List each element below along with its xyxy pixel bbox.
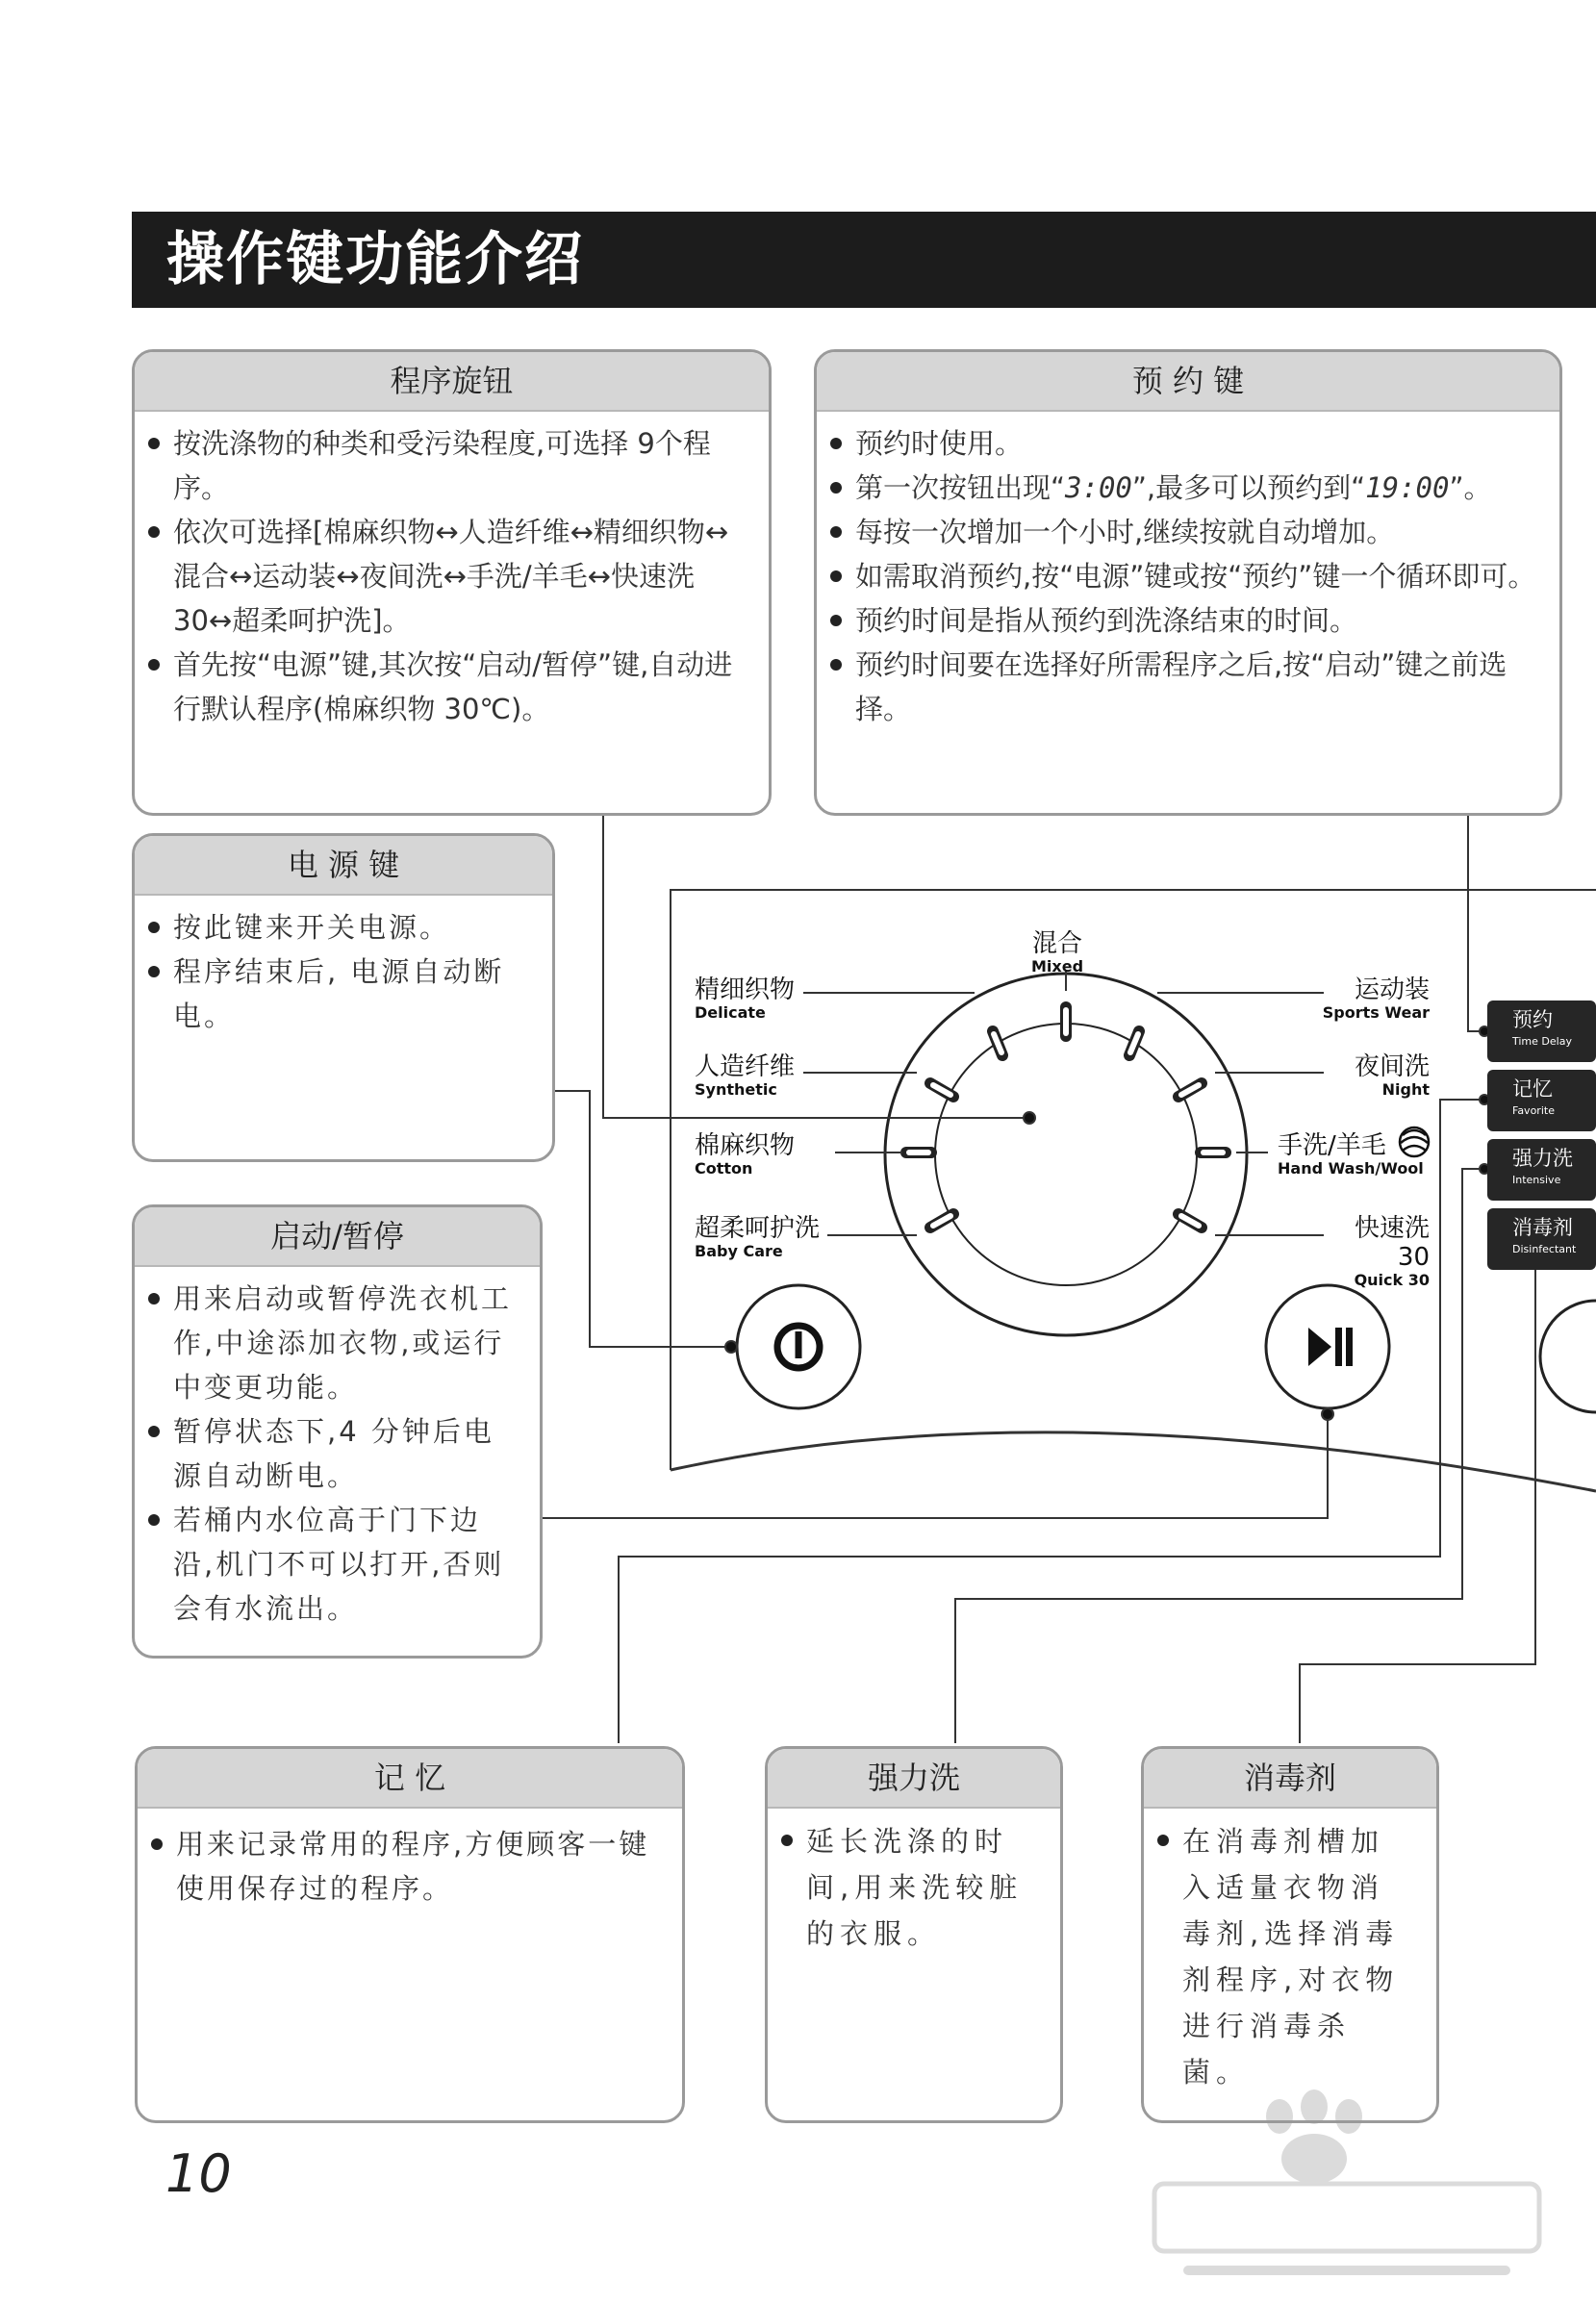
dial-label-quick: 快速洗30 Quick 30: [1354, 1214, 1430, 1289]
box-title: 预 约 键: [817, 352, 1559, 412]
list-item: 暂停状态下,4 分钟后电源自动断电。: [173, 1409, 520, 1498]
dial-knob: [935, 1024, 1197, 1285]
side-button-time-delay[interactable]: 预约 Time Delay: [1487, 1001, 1596, 1062]
box-title: 强力洗: [768, 1749, 1060, 1809]
list-item: 延长洗涤的时间,用来洗较脏的衣服。: [806, 1818, 1041, 1957]
memory-box: [135, 1746, 685, 2123]
page-number: 10: [165, 2143, 232, 2204]
list-item: 程序结束后, 电源自动断电。: [173, 950, 533, 1038]
box-title: 电 源 键: [135, 836, 552, 896]
intensive-box: [765, 1746, 1063, 2123]
list-item: 若桶内水位高于门下边沿,机门不可以打开,否则会有水流出。: [173, 1498, 520, 1631]
start-pause-box: [132, 1204, 543, 1659]
side-button-favorite[interactable]: 记忆 Favorite: [1487, 1070, 1596, 1131]
list-item: 按洗涤物的种类和受污染程度,可选择 9个程序。: [173, 421, 749, 510]
box-title: 消毒剂: [1144, 1749, 1436, 1809]
dial-label-mixed: 混合 Mixed: [1031, 929, 1084, 975]
dial-label-handwash: 手洗/羊毛 Hand Wash/Wool: [1278, 1131, 1424, 1178]
power-box: [132, 833, 555, 1162]
list-item: 用来记录常用的程序,方便顾客一键使用保存过的程序。: [176, 1822, 663, 1911]
disinfectant-box: [1141, 1746, 1439, 2123]
side-button-intensive[interactable]: 强力洗 Intensive: [1487, 1139, 1596, 1201]
box-title: 程序旋钮: [135, 352, 769, 412]
lcd-time-start: 3:00: [1065, 471, 1132, 504]
list-item: 在消毒剂槽加入适量衣物消毒剂,选择消毒剂程序,对衣物进行消毒杀菌。: [1182, 1818, 1417, 2095]
box-title: 启动/暂停: [135, 1207, 540, 1267]
dial-label-babycare: 超柔呵护洗 Baby Care: [695, 1214, 821, 1260]
delay-box: [814, 349, 1562, 816]
list-item: 预约时间是指从预约到洗涤结束的时间。: [855, 598, 1540, 643]
list-item: 预约时间要在选择好所需程序之后,按“启动”键之前选择。: [855, 643, 1540, 731]
dial-label-delicate: 精细织物 Delicate: [695, 975, 796, 1022]
baidu-watermark-logo: [1145, 2078, 1549, 2290]
list-item: 用来启动或暂停洗衣机工作,中途添加衣物,或运行中变更功能。: [173, 1277, 520, 1409]
list-item: 第一次按钮出现“3:00”,最多可以预约到“19:00”。: [855, 466, 1540, 510]
dial-label-night: 夜间洗 Night: [1354, 1052, 1430, 1099]
side-button-disinfectant[interactable]: 消毒剂 Disinfectant: [1487, 1208, 1596, 1270]
list-item: 如需取消预约,按“电源”键或按“预约”键一个循环即可。: [855, 554, 1540, 598]
list-item: 预约时使用。: [855, 421, 1540, 466]
page-title: 操作键功能介绍: [166, 226, 584, 293]
list-item: 依次可选择[棉麻织物↔人造纤维↔精细织物↔混合↔运动装↔夜间洗↔手洗/羊毛↔快速洗 30↔超柔呵护洗]。: [173, 510, 749, 643]
dial-label-sports: 运动装 Sports Wear: [1322, 975, 1430, 1022]
box-title: 记 忆: [138, 1749, 682, 1809]
dial-label-synthetic: 人造纤维 Synthetic: [695, 1052, 796, 1099]
dial-label-cotton: 棉麻织物 Cotton: [695, 1131, 796, 1178]
list-item: 首先按“电源”键,其次按“启动/暂停”键,自动进行默认程序(棉麻织物 30℃)。: [173, 643, 749, 731]
program-knob-box: [132, 349, 772, 816]
lcd-time-max: 19:00: [1365, 471, 1450, 504]
list-item: 每按一次增加一个小时,继续按就自动增加。: [855, 510, 1540, 554]
list-item: 按此键来开关电源。: [173, 905, 533, 950]
panel-curve: [671, 1432, 1596, 1491]
